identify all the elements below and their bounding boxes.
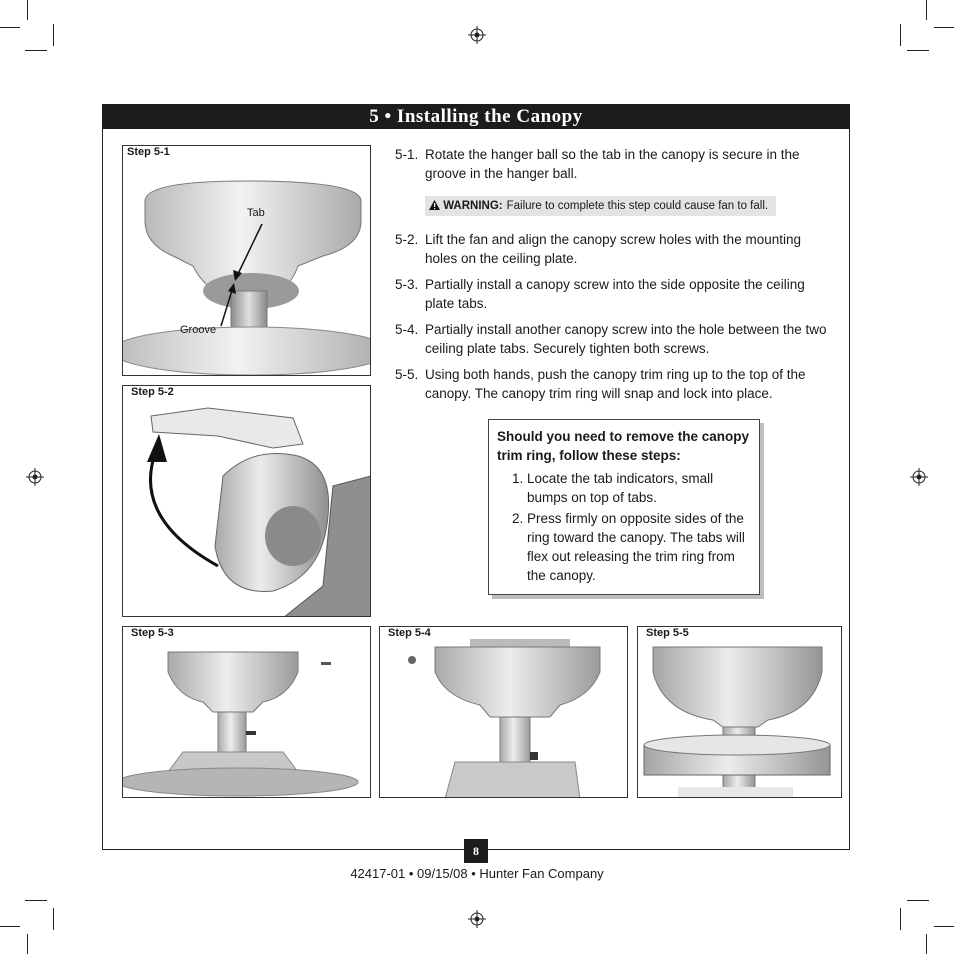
groove-callout: Groove bbox=[180, 324, 217, 336]
crop-mark bbox=[907, 50, 929, 51]
screw-install-illustration bbox=[123, 627, 371, 798]
step-text: Using both hands, push the canopy trim ring up to the top of the canopy. The canopy trim ring will snap and lock into place. bbox=[425, 367, 806, 401]
footer-text: 42417-01 • 09/15/08 • Hunter Fan Company bbox=[350, 866, 604, 881]
instruction-step bbox=[395, 145, 830, 183]
registration-mark-icon bbox=[910, 468, 928, 486]
crop-mark bbox=[900, 908, 901, 930]
canopy-illustration bbox=[123, 146, 371, 376]
tab-callout: Tab bbox=[247, 207, 265, 219]
figure-label: Step 5-1 bbox=[127, 146, 170, 158]
figure-label: Step 5-2 bbox=[131, 386, 174, 398]
instruction-step bbox=[395, 230, 830, 268]
crop-mark bbox=[0, 926, 20, 927]
note-item: 1. Locate the tab indicators, small bumps on top of tabs. bbox=[527, 469, 751, 507]
step-text: Rotate the hanger ball so the tab in the canopy is secure in the groove in the hanger ball. bbox=[425, 147, 800, 181]
trim-ring-illustration bbox=[638, 627, 842, 798]
figure-step-5-1 bbox=[122, 145, 371, 376]
section-title: 5 • Installing the Canopy bbox=[369, 105, 583, 127]
registration-mark-icon bbox=[26, 468, 44, 486]
step-text: Partially install a canopy screw into the side opposite the ceiling plate tabs. bbox=[425, 277, 805, 311]
figure-step-5-2 bbox=[122, 385, 371, 617]
crop-mark bbox=[27, 0, 28, 20]
instruction-steps bbox=[395, 145, 830, 410]
crop-mark bbox=[934, 926, 954, 927]
figure-step-5-4 bbox=[379, 626, 628, 798]
step-text: Lift the fan and align the canopy screw holes with the mounting holes on the ceiling plate. bbox=[425, 232, 801, 266]
step-number: 5-2. bbox=[395, 232, 419, 247]
step-number: 5-3. bbox=[395, 277, 419, 292]
warning-triangle-icon bbox=[429, 200, 440, 210]
note-list bbox=[497, 469, 751, 585]
instruction-step bbox=[395, 365, 830, 403]
step-number: 5-5. bbox=[395, 367, 419, 382]
crop-mark bbox=[926, 934, 927, 954]
crop-mark bbox=[53, 24, 54, 46]
figure-label: Step 5-4 bbox=[388, 627, 431, 639]
step-number: 5-4. bbox=[395, 322, 419, 337]
crop-mark bbox=[25, 50, 47, 51]
section-header bbox=[102, 104, 850, 129]
instruction-step bbox=[395, 320, 830, 358]
instruction-step bbox=[395, 275, 830, 313]
figure-label: Step 5-3 bbox=[131, 627, 174, 639]
lifting-fan-illustration bbox=[123, 386, 371, 617]
step-text: Partially install another canopy screw into the hole between the two ceiling plate tabs. Securely tighten both screws. bbox=[425, 322, 827, 356]
second-screw-illustration bbox=[380, 627, 628, 798]
figure-step-5-3 bbox=[122, 626, 371, 798]
figure-step-5-5 bbox=[637, 626, 842, 798]
registration-mark-icon bbox=[468, 910, 486, 928]
warning-box bbox=[425, 196, 776, 216]
crop-mark bbox=[0, 27, 20, 28]
warning-label: WARNING: bbox=[443, 200, 503, 212]
crop-mark bbox=[53, 908, 54, 930]
crop-mark bbox=[926, 0, 927, 20]
registration-mark-icon bbox=[468, 26, 486, 44]
trim-ring-removal-note bbox=[488, 419, 760, 595]
step-number: 5-1. bbox=[395, 147, 419, 162]
page-number: 8 bbox=[464, 839, 488, 863]
crop-mark bbox=[934, 27, 954, 28]
crop-mark bbox=[27, 934, 28, 954]
warning-text: Failure to complete this step could cause fan to fall. bbox=[506, 200, 769, 212]
crop-mark bbox=[900, 24, 901, 46]
note-title: Should you need to remove the canopy trim ring, follow these steps: bbox=[497, 429, 750, 463]
note-item: 2. Press firmly on opposite sides of the ring toward the canopy. The tabs will flex out releasing the trim ring from the canopy. bbox=[527, 509, 751, 585]
crop-mark bbox=[25, 900, 47, 901]
crop-mark bbox=[907, 900, 929, 901]
figure-label: Step 5-5 bbox=[646, 627, 689, 639]
